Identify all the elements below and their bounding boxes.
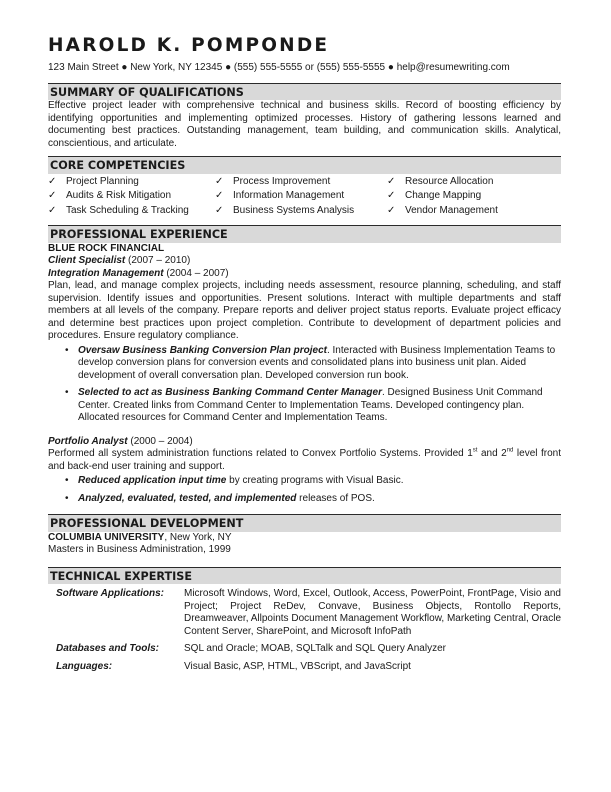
degree-line: Masters in Business Administration, 1999 [48, 544, 231, 556]
section-header-technical: TECHNICAL EXPERTISE [48, 567, 561, 584]
check-icon: ✓ [387, 204, 396, 216]
check-icon: ✓ [215, 175, 224, 187]
company-name: BLUE ROCK FINANCIAL [48, 242, 165, 254]
check-icon: ✓ [48, 204, 57, 216]
competency-item: ✓ Information Management [215, 190, 345, 202]
role-integration-management: Integration Management (2004 – 2007) [48, 267, 229, 279]
check-icon: ✓ [387, 175, 396, 187]
role-portfolio-analyst: Portfolio Analyst (2000 – 2004) [48, 435, 193, 447]
achievement-list [48, 475, 561, 505]
competencies-grid [48, 176, 561, 218]
resume-page [48, 36, 561, 678]
achievement-item: • Selected to act as Business Banking Command Center Manager. Designed Business Unit Command Center. Created links from Command Center to Implementation Teams. Developed contingency plan. Allocated resources for Command Center and Implementation Teams. [65, 387, 543, 424]
check-icon: ✓ [215, 204, 224, 216]
section-header-competencies: CORE COMPETENCIES [48, 156, 561, 173]
summary-text: Effective project leader with comprehensive technical and business skills. Record of boosting efficiency by identifying opportunities and implementing optimized processes. History of gathering lessons learned and documenting best practices. Outstanding management, team building, and communication skills. Analytical, conscientious, and articulate. [48, 100, 561, 149]
competency-item: ✓ Vendor Management [387, 204, 498, 216]
check-icon: ✓ [215, 190, 224, 202]
candidate-name: HAROLD K. POMPONDE [48, 35, 330, 56]
section-header-summary: SUMMARY OF QUALIFICATIONS [48, 83, 561, 100]
achievement-item: • Oversaw Business Banking Conversion Plan project. Interacted with Business Implementation Teams to develop conversion plans for conversion events and consolidated plans into business unit plan. Aided development of overall conversation plan. Developed conversion run book. [65, 344, 556, 381]
competency-item: ✓ Business Systems Analysis [215, 204, 355, 216]
competency-item: ✓ Process Improvement [215, 175, 331, 187]
tech-row-languages: Languages: Visual Basic, ASP, HTML, VBScript, and JavaScript [56, 660, 411, 672]
achievement-list [48, 345, 561, 425]
competency-item: ✓ Audits & Risk Mitigation [48, 190, 172, 202]
role-description: Performed all system administration functions related to Convex Portfolio Systems. Provided 1st and 2nd level front and back-end user training and support. [48, 447, 561, 472]
tech-row-databases: Databases and Tools: SQL and Oracle; MOAB, SQLTalk and SQL Query Analyzer [56, 643, 446, 655]
check-icon: ✓ [387, 190, 396, 202]
role-client-specialist: Client Specialist (2007 – 2010) [48, 255, 191, 267]
check-icon: ✓ [48, 175, 57, 187]
section-header-experience: PROFESSIONAL EXPERIENCE [48, 225, 561, 242]
competency-item: ✓ Resource Allocation [387, 175, 494, 187]
section-header-development: PROFESSIONAL DEVELOPMENT [48, 514, 561, 531]
achievement-item: • Reduced application input time by creating programs with Visual Basic. [65, 475, 404, 487]
achievement-item: • Analyzed, evaluated, tested, and implemented releases of POS. [65, 492, 375, 504]
competency-item: ✓ Project Planning [48, 175, 139, 187]
school-line: COLUMBIA UNIVERSITY, New York, NY [48, 531, 232, 543]
competency-item: ✓ Task Scheduling & Tracking [48, 204, 189, 216]
tech-row-software: Software Applications: Microsoft Windows, Word, Excel, Outlook, Access, PowerPoint, FrontPage, Visio and Project; Project ReDev, Convave, Business Objects, Rontollo Reports, Dreamweaver, Allpoints Document Management Workflow, Marketing Central, Oracle Content Server, SharePoint, and Microsoft InfoPath [56, 588, 561, 637]
competency-item: ✓ Change Mapping [387, 190, 482, 202]
check-icon: ✓ [48, 190, 57, 202]
role-description: Plan, lead, and manage complex projects, including needs assessment, resource planning, scheduling, and staff supervision. Identify issues and opportunities. Present solutions. Interact with multiple departments and staff members at all levels of the company. Prepare reports and deliver project status reports. Evaluate project efficacy and determine best practices upon project completion. Contribute to development of department policies and procedures. Ensure regulatory compliance. [48, 280, 561, 342]
contact-line: 123 Main Street ● New York, NY 12345 ● (555) 555-5555 or (555) 555-5555 ● help@resumewriting.com [48, 62, 510, 74]
